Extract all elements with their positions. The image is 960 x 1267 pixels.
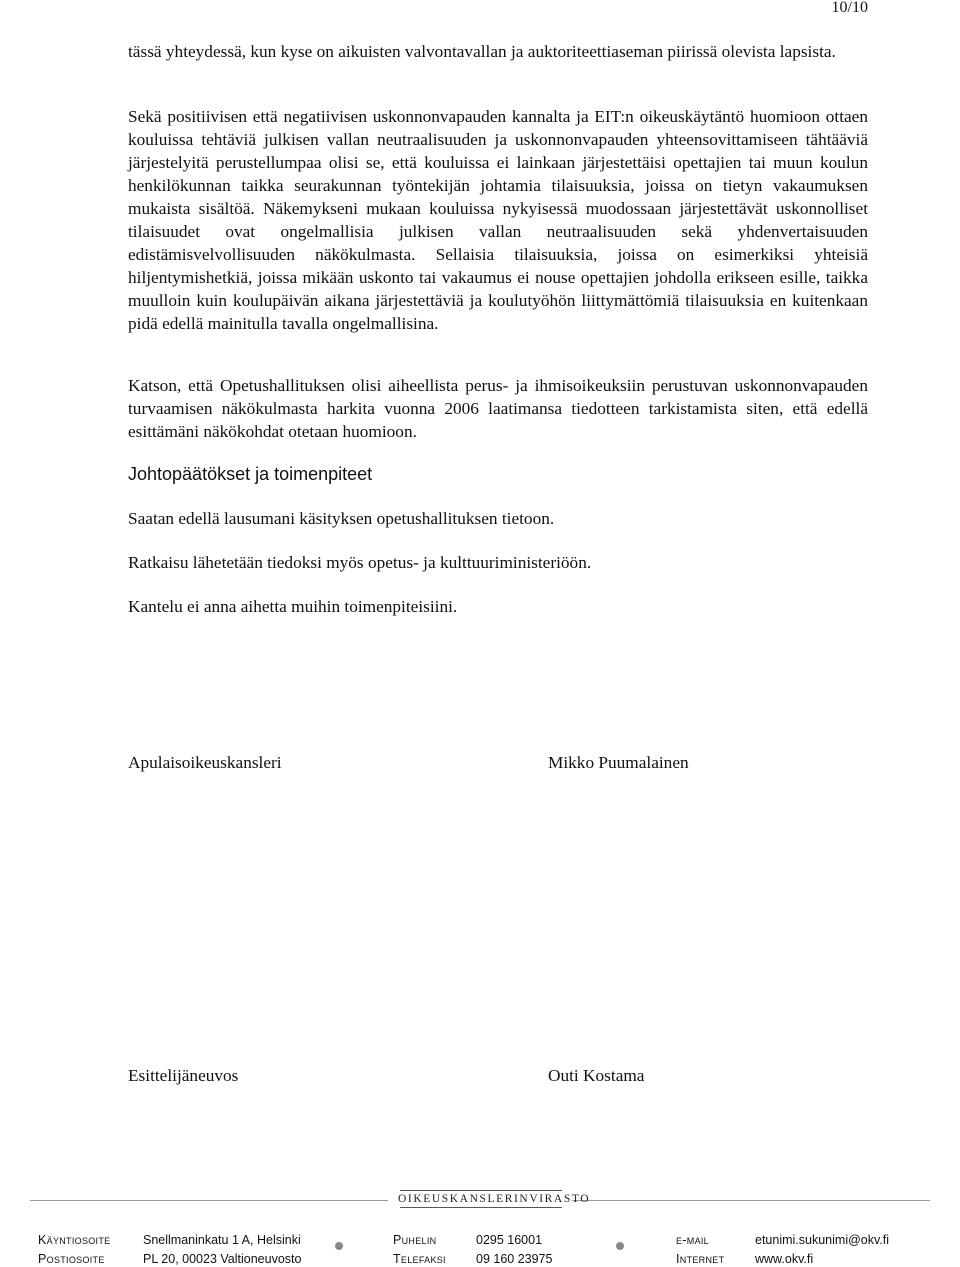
decision-line: Kantelu ei anna aihetta muihin toimenpiteisiini. — [128, 597, 458, 616]
logo-rule — [400, 1207, 562, 1208]
body-paragraph — [128, 105, 868, 335]
signature-name: Outi Kostama — [548, 1066, 645, 1085]
internet-label: Internet — [676, 1252, 725, 1266]
section-heading: Johtopäätökset ja toimenpiteet — [128, 464, 373, 484]
paragraph-text: Sekä positiivisen että negatiivisen uskonnonvapauden kannalta ja EIT:n oikeuskäytäntö huomioon ottaen kouluissa tehtäviä julkisen vallan neutraalisuuden ja uskonnonvapauden yhteensovittamiseen tähtääviä järjestelyitä perustellumpaa olisi se, että kouluissa ei lainkaan järjestettäisi opettajien tai muun koulun henkilökunnan taikka seurakunnan työntekijän johtamia tilaisuuksia, joissa on tietyn vakaumuksen mukaista sisältöä. Näkemykseni mukaan kouluissa nykyisessä muodossaan järjestettävät uskonnolliset tilaisuudet ovat ongelmallisia julkisen vallan neutraalisuuden sekä yhdenvertaisuuden edistämisvelvollisuuden näkökulmasta. Sellaisia tilaisuuksia, joissa on esimerkiksi yhteisiä hiljentymishetkiä, joissa mikään uskonto tai vakaumus ei nouse opettajien johdolla erikseen esille, taikka muulloin kuin koulupäivän aikana järjestettäviä ja koulutyöhön liittymättömiä tilaisuuksia en kuitenkaan pidä edellä mainitulla tavalla ongelmallisina. — [128, 107, 868, 333]
paragraph-text: tässä yhteydessä, kun kyse on aikuisten valvontavallan ja auktoriteettiaseman piirissä olevista lapsista. — [128, 42, 836, 61]
signature-title: Apulaisoikeuskansleri — [128, 753, 282, 772]
footer-divider — [30, 1200, 388, 1201]
email-label: e-mail — [676, 1233, 709, 1247]
phone-label: Puhelin — [393, 1233, 437, 1247]
bullet-dot-icon — [616, 1242, 624, 1250]
bullet-dot-icon — [335, 1242, 343, 1250]
signature-title: Esittelijäneuvos — [128, 1066, 239, 1085]
signature-name: Mikko Puumalainen — [548, 753, 689, 772]
decision-line: Ratkaisu lähetetään tiedoksi myös opetus- ja kulttuuriministeriöön. — [128, 553, 592, 572]
decision-line: Saatan edellä lausumani käsityksen opetushallituksen tietoon. — [128, 509, 555, 528]
website-link[interactable]: www.okv.fi — [755, 1252, 814, 1266]
logo-text: OIKEUSKANSLERINVIRASTO — [398, 1193, 591, 1205]
visiting-address-value: Snellmaninkatu 1 A, Helsinki — [143, 1233, 301, 1247]
postal-address-value: PL 20, 00023 Valtioneuvosto — [143, 1252, 302, 1266]
office-logo — [398, 1190, 591, 1208]
fax-value: 09 160 23975 — [476, 1252, 553, 1266]
fax-label: Telefaksi — [393, 1252, 446, 1266]
footer-row — [0, 1232, 960, 1248]
logo-rule — [400, 1190, 562, 1191]
body-paragraph — [128, 374, 868, 443]
postal-address-label: Postiosoite — [38, 1252, 105, 1266]
footer-divider — [572, 1200, 930, 1201]
paragraph-text: Katson, että Opetushallituksen olisi aiheellista perus- ja ihmisoikeuksiin perustuvan uskonnonvapauden turvaamisen näkökulmasta harkita vuonna 2006 laatimansa tiedotteen tarkistamista siten, että edellä esittämäni näkökohdat otetaan huomioon. — [128, 376, 868, 441]
body-paragraph — [128, 40, 868, 63]
email-value[interactable]: etunimi.sukunimi@okv.fi — [755, 1233, 890, 1247]
footer-row — [0, 1251, 960, 1267]
phone-value: 0295 16001 — [476, 1233, 543, 1247]
page-number: 10/10 — [831, 0, 868, 16]
visiting-address-label: Käyntiosoite — [38, 1233, 111, 1247]
